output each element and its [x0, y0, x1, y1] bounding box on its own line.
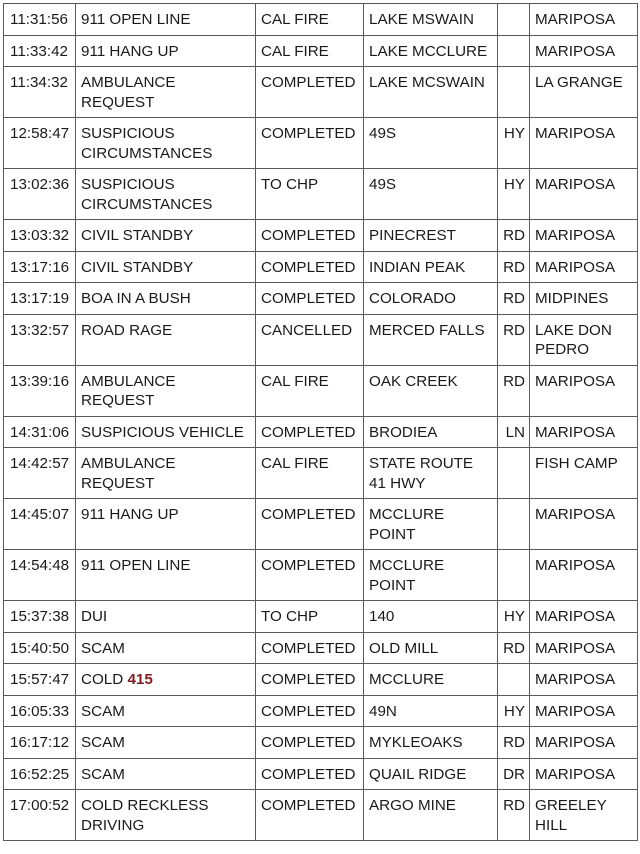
city-cell: MARIPOSA — [530, 695, 638, 727]
status-cell: COMPLETED — [256, 283, 364, 315]
time-cell: 16:05:33 — [4, 695, 76, 727]
city-cell: MARIPOSA — [530, 416, 638, 448]
location-cell: PINECREST — [364, 220, 498, 252]
table-row — [4, 220, 638, 252]
incident-cell: 911 HANG UP — [76, 499, 256, 550]
city-cell: MARIPOSA — [530, 118, 638, 169]
street-suffix-cell: LN — [498, 416, 530, 448]
status-cell: COMPLETED — [256, 758, 364, 790]
call-log-table — [3, 3, 638, 841]
table-row — [4, 499, 638, 550]
incident-cell: AMBULANCE REQUEST — [76, 448, 256, 499]
status-cell: COMPLETED — [256, 67, 364, 118]
street-suffix-cell: RD — [498, 283, 530, 315]
table-row — [4, 67, 638, 118]
city-cell: MARIPOSA — [530, 251, 638, 283]
street-suffix-cell: RD — [498, 727, 530, 759]
status-cell: CAL FIRE — [256, 365, 364, 416]
status-cell: CAL FIRE — [256, 4, 364, 36]
incident-cell: CIVIL STANDBY — [76, 220, 256, 252]
street-suffix-cell — [498, 67, 530, 118]
city-cell: LA GRANGE — [530, 67, 638, 118]
city-cell: FISH CAMP — [530, 448, 638, 499]
time-cell: 13:17:16 — [4, 251, 76, 283]
street-suffix-cell: RD — [498, 365, 530, 416]
incident-cell: SCAM — [76, 632, 256, 664]
table-row — [4, 169, 638, 220]
table-row — [4, 35, 638, 67]
table-row — [4, 365, 638, 416]
city-cell: MIDPINES — [530, 283, 638, 315]
incident-cell: CIVIL STANDBY — [76, 251, 256, 283]
time-cell: 16:17:12 — [4, 727, 76, 759]
incident-cell: ROAD RAGE — [76, 314, 256, 365]
street-suffix-cell: RD — [498, 251, 530, 283]
time-cell: 17:00:52 — [4, 790, 76, 841]
table-row — [4, 695, 638, 727]
city-cell: MARIPOSA — [530, 4, 638, 36]
table-row — [4, 727, 638, 759]
status-cell: COMPLETED — [256, 220, 364, 252]
call-log-body — [4, 4, 638, 841]
incident-cell: SUSPICIOUS CIRCUMSTANCES — [76, 169, 256, 220]
status-cell: CAL FIRE — [256, 448, 364, 499]
table-row — [4, 664, 638, 696]
incident-cell: COLD RECKLESS DRIVING — [76, 790, 256, 841]
time-cell: 13:17:19 — [4, 283, 76, 315]
table-row — [4, 790, 638, 841]
incident-cell: 911 HANG UP — [76, 35, 256, 67]
city-cell: MARIPOSA — [530, 169, 638, 220]
table-row — [4, 416, 638, 448]
time-cell: 13:39:16 — [4, 365, 76, 416]
street-suffix-cell: HY — [498, 169, 530, 220]
status-cell: CAL FIRE — [256, 35, 364, 67]
location-cell: MERCED FALLS — [364, 314, 498, 365]
location-cell: COLORADO — [364, 283, 498, 315]
time-cell: 11:33:42 — [4, 35, 76, 67]
location-cell: STATE ROUTE 41 HWY — [364, 448, 498, 499]
city-cell: MARIPOSA — [530, 220, 638, 252]
city-cell: MARIPOSA — [530, 664, 638, 696]
incident-text: COLD — [81, 671, 124, 688]
location-cell: OAK CREEK — [364, 365, 498, 416]
status-cell: TO CHP — [256, 169, 364, 220]
location-cell: ARGO MINE — [364, 790, 498, 841]
table-row — [4, 758, 638, 790]
city-cell: MARIPOSA — [530, 550, 638, 601]
status-cell: CANCELLED — [256, 314, 364, 365]
street-suffix-cell: DR — [498, 758, 530, 790]
location-cell: 49S — [364, 118, 498, 169]
location-cell: LAKE MSWAIN — [364, 4, 498, 36]
incident-cell: SUSPICIOUS VEHICLE — [76, 416, 256, 448]
city-cell: LAKE DON PEDRO — [530, 314, 638, 365]
time-cell: 11:34:32 — [4, 67, 76, 118]
incident-code-highlight: 415 — [127, 671, 153, 688]
street-suffix-cell — [498, 4, 530, 36]
incident-cell: SCAM — [76, 758, 256, 790]
location-cell: MCCLURE — [364, 664, 498, 696]
time-cell: 13:32:57 — [4, 314, 76, 365]
street-suffix-cell: RD — [498, 790, 530, 841]
street-suffix-cell — [498, 448, 530, 499]
incident-cell: 911 OPEN LINE — [76, 550, 256, 601]
location-cell: OLD MILL — [364, 632, 498, 664]
city-cell: MARIPOSA — [530, 632, 638, 664]
city-cell: MARIPOSA — [530, 365, 638, 416]
street-suffix-cell: HY — [498, 118, 530, 169]
status-cell: COMPLETED — [256, 550, 364, 601]
time-cell: 14:42:57 — [4, 448, 76, 499]
location-cell: 49S — [364, 169, 498, 220]
location-cell: 140 — [364, 601, 498, 633]
time-cell: 15:57:47 — [4, 664, 76, 696]
table-row — [4, 4, 638, 36]
status-cell: COMPLETED — [256, 251, 364, 283]
incident-cell: SCAM — [76, 695, 256, 727]
street-suffix-cell — [498, 550, 530, 601]
city-cell: MARIPOSA — [530, 727, 638, 759]
incident-cell: SCAM — [76, 727, 256, 759]
status-cell: TO CHP — [256, 601, 364, 633]
incident-cell: BOA IN A BUSH — [76, 283, 256, 315]
street-suffix-cell: RD — [498, 220, 530, 252]
time-cell: 15:37:38 — [4, 601, 76, 633]
table-row — [4, 448, 638, 499]
incident-cell: SUSPICIOUS CIRCUMSTANCES — [76, 118, 256, 169]
location-cell: MYKLEOAKS — [364, 727, 498, 759]
status-cell: COMPLETED — [256, 790, 364, 841]
location-cell: LAKE MCCLURE — [364, 35, 498, 67]
status-cell: COMPLETED — [256, 727, 364, 759]
street-suffix-cell: HY — [498, 695, 530, 727]
street-suffix-cell: RD — [498, 314, 530, 365]
status-cell: COMPLETED — [256, 416, 364, 448]
street-suffix-cell: HY — [498, 601, 530, 633]
incident-cell: AMBULANCE REQUEST — [76, 67, 256, 118]
table-row — [4, 283, 638, 315]
street-suffix-cell — [498, 35, 530, 67]
status-cell: COMPLETED — [256, 499, 364, 550]
street-suffix-cell — [498, 664, 530, 696]
status-cell: COMPLETED — [256, 118, 364, 169]
table-row — [4, 118, 638, 169]
time-cell: 16:52:25 — [4, 758, 76, 790]
incident-cell: DUI — [76, 601, 256, 633]
status-cell: COMPLETED — [256, 664, 364, 696]
time-cell: 11:31:56 — [4, 4, 76, 36]
time-cell: 13:02:36 — [4, 169, 76, 220]
table-row — [4, 601, 638, 633]
time-cell: 13:03:32 — [4, 220, 76, 252]
time-cell: 14:45:07 — [4, 499, 76, 550]
time-cell: 14:54:48 — [4, 550, 76, 601]
city-cell: MARIPOSA — [530, 758, 638, 790]
table-row — [4, 632, 638, 664]
location-cell: MCCLURE POINT — [364, 499, 498, 550]
status-cell: COMPLETED — [256, 695, 364, 727]
status-cell: COMPLETED — [256, 632, 364, 664]
location-cell: 49N — [364, 695, 498, 727]
table-row — [4, 314, 638, 365]
incident-cell: 911 OPEN LINE — [76, 4, 256, 36]
city-cell: MARIPOSA — [530, 35, 638, 67]
city-cell: MARIPOSA — [530, 601, 638, 633]
time-cell: 12:58:47 — [4, 118, 76, 169]
location-cell: LAKE MCSWAIN — [364, 67, 498, 118]
city-cell: GREELEY HILL — [530, 790, 638, 841]
city-cell: MARIPOSA — [530, 499, 638, 550]
street-suffix-cell — [498, 499, 530, 550]
street-suffix-cell: RD — [498, 632, 530, 664]
location-cell: INDIAN PEAK — [364, 251, 498, 283]
location-cell: MCCLURE POINT — [364, 550, 498, 601]
incident-cell: AMBULANCE REQUEST — [76, 365, 256, 416]
time-cell: 15:40:50 — [4, 632, 76, 664]
location-cell: QUAIL RIDGE — [364, 758, 498, 790]
time-cell: 14:31:06 — [4, 416, 76, 448]
location-cell: BRODIEA — [364, 416, 498, 448]
incident-cell — [76, 664, 256, 696]
table-row — [4, 251, 638, 283]
table-row — [4, 550, 638, 601]
